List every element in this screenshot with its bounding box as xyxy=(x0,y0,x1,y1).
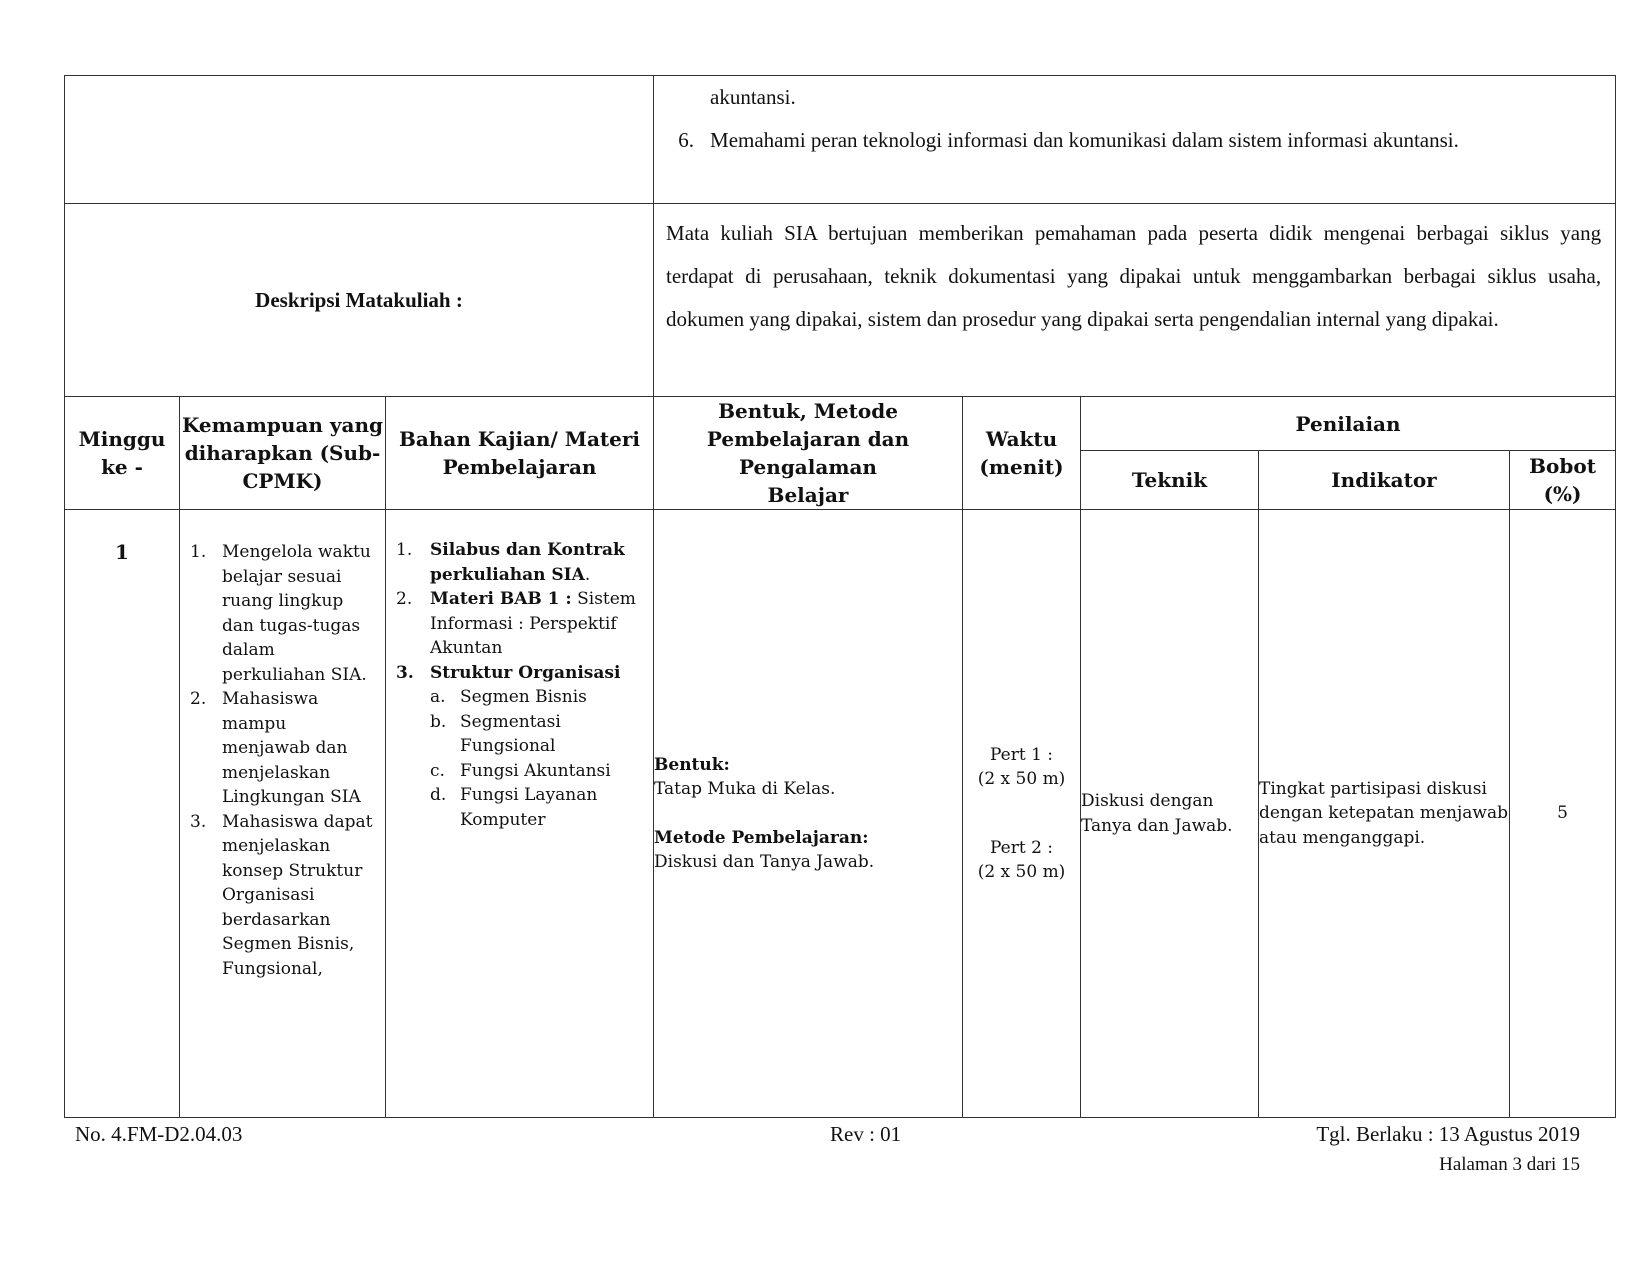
rps-table xyxy=(64,75,1616,1118)
header-teknik: Teknik xyxy=(1081,451,1259,510)
continuation-cell xyxy=(654,76,1616,204)
table-row xyxy=(65,510,1616,1118)
list-item: akuntansi. xyxy=(710,85,796,109)
sub-list-item: c. Fungsi Akuntansi xyxy=(430,760,611,781)
indikator-cell: Tingkat partisipasi diskusi dengan ketepatan menjawab atau menganggapi. xyxy=(1259,510,1510,1118)
kemampuan-cell xyxy=(180,510,386,1118)
list-item: 6. Memahami peran teknologi informasi dan komunikasi dalam sistem informasi akuntansi. xyxy=(678,128,1459,152)
header-indikator: Indikator xyxy=(1259,451,1510,510)
sub-list-item: d. Fungsi Layanan Komputer xyxy=(430,785,598,830)
description-label: Deskripsi Matakuliah : xyxy=(65,204,654,397)
sub-list-item: b. Segmentasi Fungsional xyxy=(430,711,561,756)
continuation-row xyxy=(65,76,1616,204)
empty-left-cell xyxy=(65,76,654,204)
bentuk-cell: Bentuk: Tatap Muka di Kelas. Metode Pembelajaran: Diskusi dan Tanya Jawab. xyxy=(654,510,963,1118)
header-bahan: Bahan Kajian/ Materi Pembelajaran xyxy=(386,397,654,510)
doc-number: No. 4.FM-D2.04.03 xyxy=(75,1122,243,1146)
bahan-cell xyxy=(386,510,654,1118)
list-item: 3. Struktur Organisasi xyxy=(396,662,621,683)
description-row xyxy=(65,204,1616,397)
revision: Rev : 01 xyxy=(830,1122,902,1146)
header-waktu: Waktu (menit) xyxy=(963,397,1081,510)
header-bobot: Bobot (%) xyxy=(1510,451,1616,510)
header-kemampuan: Kemampuan yang diharapkan (Sub-CPMK) xyxy=(180,397,386,510)
page-number: Halaman 3 dari 15 xyxy=(1439,1154,1580,1175)
week-number: 1 xyxy=(65,510,180,1118)
header-minggu: Minggu ke - xyxy=(65,397,180,510)
list-item: 2. Mahasiswa mampu menjawab dan menjelaskan Lingkungan SIA xyxy=(190,689,361,807)
bahan-list xyxy=(386,510,653,832)
description-text: Mata kuliah SIA bertujuan memberikan pemahaman pada peserta didik mengenai berbagai siklus yang terdapat di perusahaan, teknik dokumentasi yang dipakai untuk menggambarkan berbagai siklus usaha, dokumen yang dipakai, sistem dan prosedur yang dipakai serta pengendalian internal yang dipakai. xyxy=(654,204,1616,397)
list-item: 1. Mengelola waktu belajar sesuai ruang lingkup dan tugas-tugas dalam perkuliahan SIA. xyxy=(190,542,371,685)
header-row xyxy=(65,397,1616,451)
header-bentuk: Bentuk, Metode Pembelajaran dan Pengalaman Belajar xyxy=(654,397,963,510)
effective-date: Tgl. Berlaku : 13 Agustus 2019 xyxy=(1316,1122,1580,1146)
kemampuan-list xyxy=(180,510,385,981)
sub-list-item: a. Segmen Bisnis xyxy=(430,687,587,707)
waktu-cell: Pert 1 : (2 x 50 m) Pert 2 : (2 x 50 m) xyxy=(963,510,1081,1118)
header-penilaian: Penilaian xyxy=(1081,397,1616,451)
bahan-sublist xyxy=(396,685,649,832)
list-item: 3. Mahasiswa dapat menjelaskan konsep Struktur Organisasi berdasarkan Segmen Bisnis, Fungsional, xyxy=(190,811,373,979)
teknik-cell: Diskusi dengan Tanya dan Jawab. xyxy=(1081,510,1259,1118)
bobot-cell: 5 xyxy=(1510,510,1616,1118)
list-item: 2. Materi BAB 1 : Sistem Informasi : Perspektif Akuntan xyxy=(396,589,636,658)
list-item: 1. Silabus dan Kontrak perkuliahan SIA. xyxy=(396,540,625,585)
